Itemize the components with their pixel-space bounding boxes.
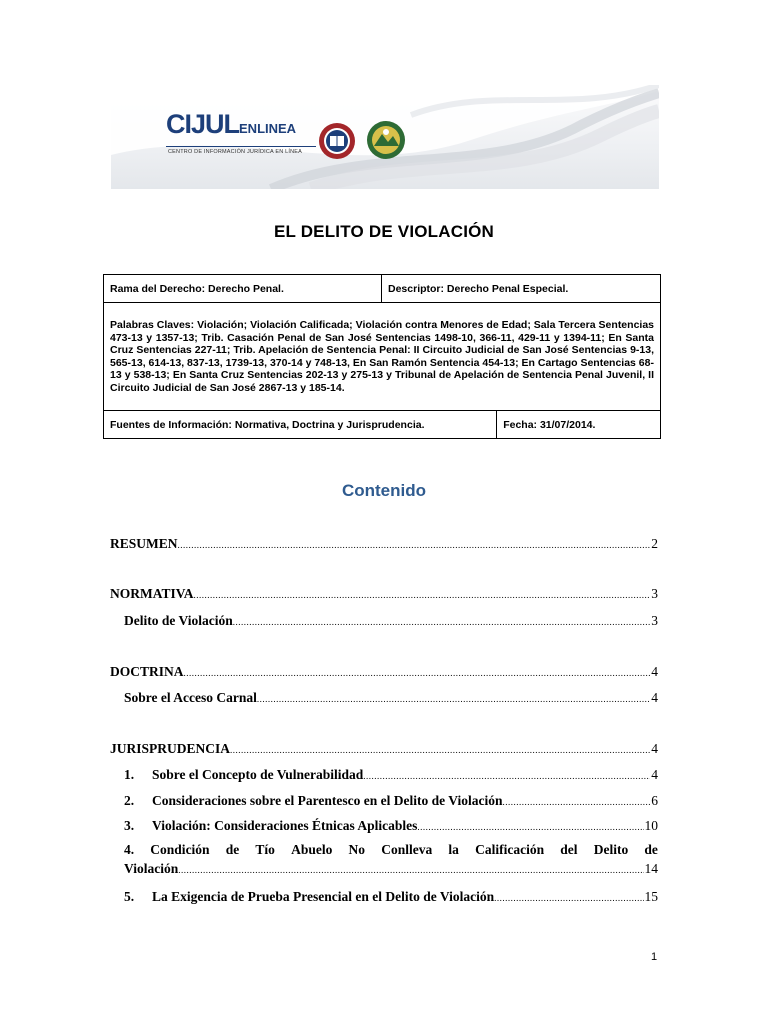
- palabras-claves-cell: Palabras Claves: Violación; Violación Calificada; Violación contra Menores de Edad; Sala Tercera Sentencias 473-13 y 1357-13; Trib. Casación Penal de San José Sentencias 1498-10, 366-11, 429-11 y 1394-11; En Santa Cruz Sentencias 227-11; Trib. Apelación de Sentencia Penal: II Circuito Judicial de San José Sentencias 9-13, 565-13, 614-13, 837-13, 1739-13, 370-14 y 748-13, En San Ramón Sentencia 454-13; En Cartago Sentencias 68-13 y 538-13; En Santa Cruz Sentencias 202-13 y 275-13 y Tribunal de Apelación de Sentencia Penal Juvenil, II Circuito Judicial de San José 2867-13 y 185-14.: [104, 303, 661, 411]
- toc-entry-normativa[interactable]: [110, 586, 658, 602]
- toc-word: del: [560, 842, 578, 857]
- toc-word: Delito: [593, 842, 629, 857]
- toc-leader: [194, 590, 651, 600]
- logo-tagline: CENTRO DE INFORMACIÓN JURÍDICA EN LÍNEA: [168, 149, 303, 155]
- toc-entry-title: Violación: Consideraciones Étnicas Aplicables: [152, 818, 418, 833]
- toc-entry-page: 4: [651, 767, 658, 782]
- toc-entry-title: Consideraciones sobre el Parentesco en el Delito de Violación: [152, 793, 503, 808]
- toc-entry-jurisprudencia[interactable]: [110, 741, 658, 757]
- toc-entry-title: RESUMEN: [110, 536, 178, 551]
- toc-entry-title: Sobre el Acceso Carnal: [124, 690, 257, 705]
- toc-leader: [178, 865, 643, 875]
- toc-leader: [417, 822, 643, 832]
- toc-entry-number: 5.: [124, 889, 135, 904]
- toc-leader: [257, 694, 650, 704]
- toc-entry-page: 15: [644, 889, 658, 904]
- logo-main-text: CIJUL: [166, 109, 240, 139]
- toc-entry-number: 1.: [124, 767, 135, 782]
- toc-entry-title-line: [124, 842, 658, 858]
- toc-word: la: [448, 842, 459, 857]
- toc-leader: [178, 540, 651, 550]
- toc-entry-title: NORMATIVA: [110, 586, 194, 601]
- toc-entry-continuation: [124, 861, 658, 877]
- toc-entry-title: DOCTRINA: [110, 664, 184, 679]
- toc-leader: [233, 617, 651, 627]
- info-table: [103, 274, 661, 439]
- toc-entry-resumen[interactable]: [110, 536, 658, 552]
- logo-divider: [166, 146, 316, 147]
- toc-entry-vulnerabilidad[interactable]: [124, 767, 658, 783]
- toc-entry-page: 4: [651, 741, 658, 756]
- toc-entry-prueba-presencial[interactable]: [124, 889, 658, 905]
- toc-leader: [230, 745, 650, 755]
- toc-entry-number: 4.: [124, 842, 135, 857]
- university-seal-icon: [318, 122, 356, 160]
- toc-word: Abuelo: [291, 842, 333, 857]
- toc-word: de: [644, 842, 658, 857]
- toc-entry-etnicas[interactable]: [124, 818, 658, 834]
- toc-entry-doctrina[interactable]: [110, 664, 658, 680]
- toc-word: de: [225, 842, 240, 857]
- toc-word: Tío: [255, 842, 275, 857]
- document-title: EL DELITO DE VIOLACIÓN: [273, 222, 495, 241]
- toc-entry-page: 6: [651, 793, 658, 808]
- toc-word: No: [348, 842, 366, 857]
- toc-entry-page: 4: [651, 664, 658, 679]
- institution-seal-icon: [366, 120, 406, 160]
- toc-leader: [502, 797, 650, 807]
- toc-entry-acceso-carnal[interactable]: [124, 690, 658, 706]
- cijul-logo: [166, 109, 296, 140]
- toc-heading: Contenido: [341, 481, 427, 500]
- toc-word: Condición: [150, 842, 210, 857]
- toc-entry-parentesco[interactable]: [124, 793, 658, 809]
- toc-leader: [363, 771, 650, 781]
- toc-entry-page: 2: [651, 536, 658, 551]
- toc-entry-title: Delito de Violación: [124, 613, 233, 628]
- toc-entry-page: 14: [644, 861, 658, 876]
- toc-entry-page: 3: [651, 586, 658, 601]
- toc-entry-tio-abuelo[interactable]: [124, 842, 658, 877]
- toc-entry-number: 2.: [124, 793, 135, 808]
- toc-entry-number: 3.: [124, 818, 135, 833]
- toc-word: Conlleva: [381, 842, 433, 857]
- toc-entry-page: 4: [651, 690, 658, 705]
- toc-leader: [494, 893, 643, 903]
- fecha-cell: Fecha: 31/07/2014.: [497, 411, 661, 439]
- logo-sub-text: ENLINEA: [239, 121, 297, 136]
- toc-entry-title: La Exigencia de Prueba Presencial en el Delito de Violación: [152, 889, 495, 904]
- toc-entry-page: 10: [644, 818, 658, 833]
- descriptor-cell: Descriptor: Derecho Penal Especial.: [382, 275, 661, 303]
- toc-entry-page: 3: [651, 613, 658, 628]
- fuentes-cell: Fuentes de Información: Normativa, Doctrina y Jurisprudencia.: [104, 411, 497, 439]
- rama-cell: Rama del Derecho: Derecho Penal.: [104, 275, 382, 303]
- toc-leader: [184, 668, 651, 678]
- toc-entry-delito-violacion[interactable]: [124, 613, 658, 629]
- page-number: 1: [651, 951, 658, 963]
- toc-entry-title: Sobre el Concepto de Vulnerabilidad: [152, 767, 364, 782]
- toc-entry-title: JURISPRUDENCIA: [110, 741, 231, 756]
- header-banner: [111, 85, 659, 189]
- toc-entry-title-cont: Violación: [124, 861, 179, 876]
- toc-word: Calificación: [475, 842, 545, 857]
